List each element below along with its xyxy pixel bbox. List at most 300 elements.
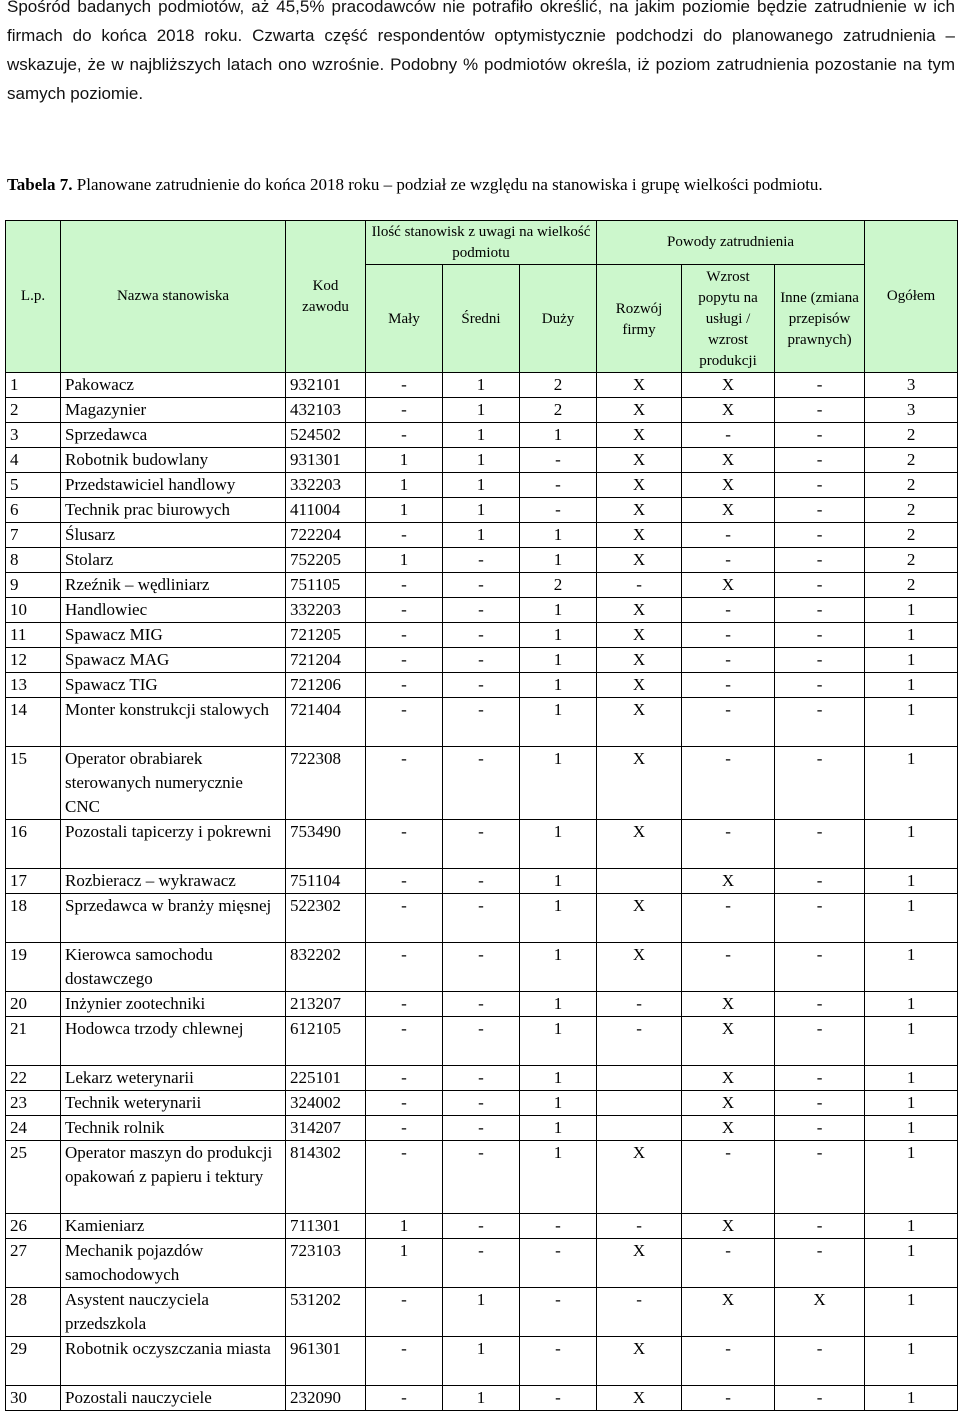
- cell-lp: 22: [6, 1066, 61, 1091]
- header-name: Nazwa stanowiska: [61, 221, 286, 373]
- cell-code: 752205: [286, 548, 366, 573]
- cell-demand: -: [682, 1239, 775, 1288]
- cell-small: -: [366, 1288, 443, 1337]
- cell-total: 1: [865, 820, 958, 869]
- cell-lp: 17: [6, 869, 61, 894]
- cell-code: 722204: [286, 523, 366, 548]
- cell-small: -: [366, 423, 443, 448]
- cell-lp: 14: [6, 698, 61, 747]
- cell-growth: X: [597, 373, 682, 398]
- header-reasons-group: Powody zatrudnienia: [597, 221, 865, 265]
- cell-code: 711301: [286, 1214, 366, 1239]
- cell-name: Handlowiec: [61, 598, 286, 623]
- cell-large: 1: [520, 423, 597, 448]
- table-row: [6, 1116, 958, 1141]
- cell-other: -: [775, 1091, 865, 1116]
- header-size-group: Ilość stanowisk z uwagi na wielkość podmiotu: [366, 221, 597, 265]
- table-row: [6, 498, 958, 523]
- cell-growth: [597, 869, 682, 894]
- cell-large: -: [520, 448, 597, 473]
- cell-total: 1: [865, 894, 958, 943]
- cell-small: -: [366, 623, 443, 648]
- cell-code: 751105: [286, 573, 366, 598]
- cell-other: -: [775, 523, 865, 548]
- cell-total: 2: [865, 473, 958, 498]
- cell-small: -: [366, 398, 443, 423]
- cell-lp: 3: [6, 423, 61, 448]
- cell-small: -: [366, 894, 443, 943]
- cell-lp: 24: [6, 1116, 61, 1141]
- cell-lp: 23: [6, 1091, 61, 1116]
- table-row: [6, 869, 958, 894]
- cell-other: -: [775, 1017, 865, 1066]
- cell-demand: X: [682, 869, 775, 894]
- cell-code: 531202: [286, 1288, 366, 1337]
- cell-large: -: [520, 1288, 597, 1337]
- cell-lp: 18: [6, 894, 61, 943]
- cell-medium: 1: [443, 1386, 520, 1411]
- cell-growth: [597, 1116, 682, 1141]
- cell-small: -: [366, 1141, 443, 1214]
- cell-growth: -: [597, 573, 682, 598]
- table-row: [6, 1288, 958, 1337]
- cell-medium: 1: [443, 473, 520, 498]
- cell-total: 2: [865, 448, 958, 473]
- cell-medium: -: [443, 1066, 520, 1091]
- cell-total: 1: [865, 869, 958, 894]
- cell-small: -: [366, 1116, 443, 1141]
- cell-other: -: [775, 423, 865, 448]
- cell-growth: X: [597, 747, 682, 820]
- cell-medium: 1: [443, 1288, 520, 1337]
- cell-name: Spawacz TIG: [61, 673, 286, 698]
- cell-code: 332203: [286, 473, 366, 498]
- cell-demand: -: [682, 747, 775, 820]
- cell-small: -: [366, 648, 443, 673]
- cell-demand: X: [682, 573, 775, 598]
- cell-name: Technik prac biurowych: [61, 498, 286, 523]
- cell-growth: X: [597, 1386, 682, 1411]
- cell-large: -: [520, 1386, 597, 1411]
- cell-small: -: [366, 943, 443, 992]
- cell-large: 1: [520, 623, 597, 648]
- cell-medium: -: [443, 573, 520, 598]
- table-row: [6, 1017, 958, 1066]
- cell-code: 721404: [286, 698, 366, 747]
- cell-other: -: [775, 943, 865, 992]
- cell-small: -: [366, 820, 443, 869]
- table-row: [6, 573, 958, 598]
- employment-table: [5, 220, 958, 1411]
- cell-name: Rozbieracz – wykrawacz: [61, 869, 286, 894]
- cell-medium: -: [443, 943, 520, 992]
- cell-medium: -: [443, 1091, 520, 1116]
- cell-large: -: [520, 1239, 597, 1288]
- cell-demand: -: [682, 943, 775, 992]
- cell-other: -: [775, 373, 865, 398]
- cell-name: Operator obrabiarek sterowanych numerycznie CNC: [61, 747, 286, 820]
- table-row: [6, 598, 958, 623]
- cell-lp: 8: [6, 548, 61, 573]
- cell-demand: -: [682, 623, 775, 648]
- cell-large: 1: [520, 1141, 597, 1214]
- cell-growth: X: [597, 448, 682, 473]
- cell-code: 411004: [286, 498, 366, 523]
- cell-code: 324002: [286, 1091, 366, 1116]
- cell-demand: X: [682, 1017, 775, 1066]
- cell-total: 1: [865, 673, 958, 698]
- cell-small: -: [366, 1066, 443, 1091]
- cell-name: Asystent nauczyciela przedszkola: [61, 1288, 286, 1337]
- cell-growth: X: [597, 598, 682, 623]
- cell-medium: 1: [443, 1337, 520, 1386]
- cell-demand: X: [682, 1214, 775, 1239]
- cell-medium: -: [443, 1239, 520, 1288]
- table-row: [6, 894, 958, 943]
- cell-medium: 1: [443, 373, 520, 398]
- cell-large: -: [520, 473, 597, 498]
- cell-demand: -: [682, 598, 775, 623]
- cell-total: 1: [865, 648, 958, 673]
- cell-other: -: [775, 498, 865, 523]
- header-demand: Wzrost popytu na usługi / wzrost produkcji: [682, 265, 775, 373]
- cell-name: Operator maszyn do produkcji opakowań z papieru i tektury: [61, 1141, 286, 1214]
- header-large: Duży: [520, 265, 597, 373]
- header-lp: L.p.: [6, 221, 61, 373]
- cell-code: 961301: [286, 1337, 366, 1386]
- cell-growth: X: [597, 423, 682, 448]
- cell-code: 522302: [286, 894, 366, 943]
- table-row: [6, 1214, 958, 1239]
- cell-demand: X: [682, 1091, 775, 1116]
- intro-line: zatrudnienia – wskazuje, że w najbliższych latach ono wzrośnie. Podobny % podmiotów określa, iż poziom zatrudnienia: [7, 26, 955, 74]
- cell-medium: -: [443, 673, 520, 698]
- cell-name: Pozostali tapicerzy i pokrewni: [61, 820, 286, 869]
- table-row: [6, 548, 958, 573]
- cell-total: 2: [865, 548, 958, 573]
- cell-name: Inżynier zootechniki: [61, 992, 286, 1017]
- table-body: [6, 373, 958, 1411]
- cell-name: Mechanik pojazdów samochodowych: [61, 1239, 286, 1288]
- cell-large: 1: [520, 673, 597, 698]
- cell-total: 1: [865, 1116, 958, 1141]
- cell-medium: -: [443, 1116, 520, 1141]
- cell-growth: X: [597, 473, 682, 498]
- cell-other: -: [775, 698, 865, 747]
- cell-other: -: [775, 473, 865, 498]
- header-total: Ogółem: [865, 221, 958, 373]
- cell-code: 213207: [286, 992, 366, 1017]
- cell-small: -: [366, 523, 443, 548]
- cell-name: Pozostali nauczyciele: [61, 1386, 286, 1411]
- cell-name: Kierowca samochodu dostawczego: [61, 943, 286, 992]
- cell-code: 232090: [286, 1386, 366, 1411]
- cell-name: Lekarz weterynarii: [61, 1066, 286, 1091]
- cell-code: 814302: [286, 1141, 366, 1214]
- cell-code: 225101: [286, 1066, 366, 1091]
- cell-total: 3: [865, 373, 958, 398]
- cell-demand: X: [682, 373, 775, 398]
- cell-large: 2: [520, 373, 597, 398]
- cell-large: 1: [520, 992, 597, 1017]
- cell-lp: 1: [6, 373, 61, 398]
- cell-medium: -: [443, 869, 520, 894]
- cell-other: -: [775, 448, 865, 473]
- table-row: [6, 992, 958, 1017]
- cell-growth: -: [597, 1017, 682, 1066]
- cell-other: -: [775, 1066, 865, 1091]
- cell-code: 723103: [286, 1239, 366, 1288]
- cell-growth: X: [597, 1141, 682, 1214]
- cell-total: 1: [865, 1141, 958, 1214]
- cell-total: 1: [865, 598, 958, 623]
- cell-medium: -: [443, 623, 520, 648]
- cell-other: -: [775, 1141, 865, 1214]
- cell-growth: X: [597, 398, 682, 423]
- table-caption: [7, 173, 955, 197]
- cell-other: -: [775, 1214, 865, 1239]
- cell-small: -: [366, 573, 443, 598]
- cell-demand: -: [682, 1337, 775, 1386]
- cell-small: 1: [366, 498, 443, 523]
- cell-other: -: [775, 820, 865, 869]
- cell-lp: 19: [6, 943, 61, 992]
- cell-medium: -: [443, 1214, 520, 1239]
- cell-lp: 5: [6, 473, 61, 498]
- cell-total: 2: [865, 498, 958, 523]
- cell-name: Robotnik oczyszczania miasta: [61, 1337, 286, 1386]
- cell-small: -: [366, 992, 443, 1017]
- cell-lp: 29: [6, 1337, 61, 1386]
- cell-demand: -: [682, 1141, 775, 1214]
- cell-other: -: [775, 1116, 865, 1141]
- table-row: [6, 473, 958, 498]
- cell-lp: 6: [6, 498, 61, 523]
- cell-name: Rzeźnik – wędliniarz: [61, 573, 286, 598]
- cell-other: -: [775, 894, 865, 943]
- cell-small: 1: [366, 548, 443, 573]
- intro-paragraph: [7, 0, 955, 108]
- cell-large: -: [520, 1337, 597, 1386]
- cell-total: 1: [865, 1214, 958, 1239]
- cell-other: -: [775, 573, 865, 598]
- cell-medium: -: [443, 992, 520, 1017]
- cell-medium: 1: [443, 523, 520, 548]
- cell-medium: 1: [443, 498, 520, 523]
- cell-demand: X: [682, 473, 775, 498]
- table-row: [6, 623, 958, 648]
- cell-name: Sprzedawca w branży mięsnej: [61, 894, 286, 943]
- cell-growth: [597, 1091, 682, 1116]
- cell-growth: X: [597, 648, 682, 673]
- cell-total: 2: [865, 573, 958, 598]
- cell-name: Przedstawiciel handlowy: [61, 473, 286, 498]
- table-row: [6, 1386, 958, 1411]
- cell-total: 2: [865, 523, 958, 548]
- cell-lp: 21: [6, 1017, 61, 1066]
- cell-total: 1: [865, 1091, 958, 1116]
- cell-growth: X: [597, 698, 682, 747]
- cell-growth: X: [597, 1239, 682, 1288]
- cell-medium: -: [443, 548, 520, 573]
- cell-lp: 13: [6, 673, 61, 698]
- cell-growth: X: [597, 548, 682, 573]
- cell-total: 1: [865, 1066, 958, 1091]
- cell-small: -: [366, 747, 443, 820]
- cell-lp: 28: [6, 1288, 61, 1337]
- cell-lp: 9: [6, 573, 61, 598]
- cell-lp: 26: [6, 1214, 61, 1239]
- cell-total: 1: [865, 1337, 958, 1386]
- cell-large: 1: [520, 943, 597, 992]
- cell-code: 721204: [286, 648, 366, 673]
- cell-lp: 25: [6, 1141, 61, 1214]
- cell-name: Technik rolnik: [61, 1116, 286, 1141]
- cell-demand: -: [682, 423, 775, 448]
- cell-other: -: [775, 398, 865, 423]
- table-row: [6, 1239, 958, 1288]
- cell-demand: -: [682, 1386, 775, 1411]
- cell-growth: X: [597, 943, 682, 992]
- table-row: [6, 1141, 958, 1214]
- cell-small: 1: [366, 1239, 443, 1288]
- cell-other: -: [775, 1386, 865, 1411]
- cell-demand: X: [682, 1066, 775, 1091]
- cell-growth: X: [597, 894, 682, 943]
- cell-small: -: [366, 698, 443, 747]
- table-row: [6, 1091, 958, 1116]
- cell-other: -: [775, 598, 865, 623]
- cell-code: 612105: [286, 1017, 366, 1066]
- cell-demand: -: [682, 673, 775, 698]
- cell-total: 3: [865, 398, 958, 423]
- cell-other: -: [775, 747, 865, 820]
- table-row: [6, 698, 958, 747]
- cell-name: Technik weterynarii: [61, 1091, 286, 1116]
- cell-medium: 1: [443, 423, 520, 448]
- cell-other: -: [775, 869, 865, 894]
- header-medium: Średni: [443, 265, 520, 373]
- cell-name: Kamieniarz: [61, 1214, 286, 1239]
- cell-lp: 11: [6, 623, 61, 648]
- cell-demand: -: [682, 894, 775, 943]
- cell-medium: -: [443, 598, 520, 623]
- cell-name: Robotnik budowlany: [61, 448, 286, 473]
- cell-small: -: [366, 1386, 443, 1411]
- cell-large: 1: [520, 894, 597, 943]
- table-row: [6, 673, 958, 698]
- cell-code: 314207: [286, 1116, 366, 1141]
- cell-lp: 4: [6, 448, 61, 473]
- table-row: [6, 1066, 958, 1091]
- table-row: [6, 648, 958, 673]
- cell-name: Spawacz MIG: [61, 623, 286, 648]
- cell-demand: X: [682, 398, 775, 423]
- table-row: [6, 747, 958, 820]
- cell-lp: 30: [6, 1386, 61, 1411]
- cell-large: 1: [520, 1116, 597, 1141]
- cell-total: 1: [865, 623, 958, 648]
- table-row: [6, 423, 958, 448]
- cell-large: 1: [520, 548, 597, 573]
- cell-demand: X: [682, 498, 775, 523]
- cell-small: 1: [366, 448, 443, 473]
- cell-demand: X: [682, 1288, 775, 1337]
- header-growth: Rozwój firmy: [597, 265, 682, 373]
- cell-name: Stolarz: [61, 548, 286, 573]
- table-row: [6, 373, 958, 398]
- cell-other: -: [775, 673, 865, 698]
- cell-medium: 1: [443, 448, 520, 473]
- cell-small: -: [366, 673, 443, 698]
- cell-name: Sprzedawca: [61, 423, 286, 448]
- cell-large: 1: [520, 1066, 597, 1091]
- cell-other: -: [775, 648, 865, 673]
- table-row: [6, 1337, 958, 1386]
- cell-total: 1: [865, 747, 958, 820]
- cell-other: -: [775, 992, 865, 1017]
- cell-other: -: [775, 548, 865, 573]
- cell-medium: 1: [443, 398, 520, 423]
- cell-name: Spawacz MAG: [61, 648, 286, 673]
- cell-large: 1: [520, 869, 597, 894]
- cell-growth: X: [597, 623, 682, 648]
- header-code: Kod zawodu: [286, 221, 366, 373]
- cell-growth: -: [597, 1288, 682, 1337]
- cell-code: 753490: [286, 820, 366, 869]
- cell-demand: -: [682, 698, 775, 747]
- cell-lp: 7: [6, 523, 61, 548]
- cell-total: 1: [865, 1288, 958, 1337]
- cell-code: 751104: [286, 869, 366, 894]
- cell-total: 1: [865, 992, 958, 1017]
- cell-lp: 10: [6, 598, 61, 623]
- cell-total: 1: [865, 1017, 958, 1066]
- cell-lp: 12: [6, 648, 61, 673]
- table-row: [6, 398, 958, 423]
- cell-total: 1: [865, 943, 958, 992]
- cell-medium: -: [443, 747, 520, 820]
- table-row: [6, 943, 958, 992]
- cell-code: 721206: [286, 673, 366, 698]
- cell-lp: 20: [6, 992, 61, 1017]
- cell-medium: -: [443, 894, 520, 943]
- cell-large: 1: [520, 698, 597, 747]
- table-row: [6, 523, 958, 548]
- cell-total: 1: [865, 1386, 958, 1411]
- cell-small: -: [366, 373, 443, 398]
- cell-name: Monter konstrukcji stalowych: [61, 698, 286, 747]
- intro-line: Spośród badanych podmiotów, aż 45,5% pracodawców nie potrafiło określić, na jakim poziomie będzie: [7, 0, 808, 16]
- header-small: Mały: [366, 265, 443, 373]
- cell-name: Pakowacz: [61, 373, 286, 398]
- cell-total: 2: [865, 423, 958, 448]
- cell-large: 1: [520, 1091, 597, 1116]
- table-row: [6, 820, 958, 869]
- cell-code: 932101: [286, 373, 366, 398]
- cell-demand: X: [682, 448, 775, 473]
- cell-code: 722308: [286, 747, 366, 820]
- cell-medium: -: [443, 648, 520, 673]
- cell-code: 332203: [286, 598, 366, 623]
- cell-large: 2: [520, 573, 597, 598]
- cell-demand: -: [682, 523, 775, 548]
- cell-large: 1: [520, 598, 597, 623]
- cell-demand: X: [682, 992, 775, 1017]
- cell-total: 1: [865, 698, 958, 747]
- cell-demand: X: [682, 1116, 775, 1141]
- cell-total: 1: [865, 1239, 958, 1288]
